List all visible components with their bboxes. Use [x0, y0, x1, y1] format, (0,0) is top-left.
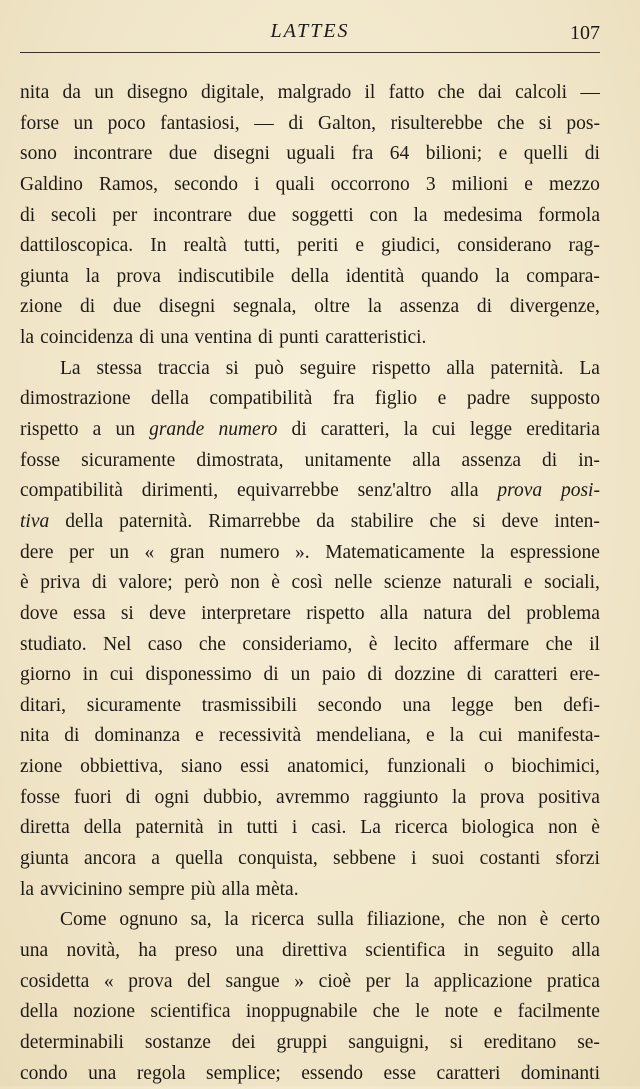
text-line: dere per un « gran numero ». Matematicamente la espressione [20, 538, 600, 569]
text-line: è priva di valore; però non è così nelle scienze naturali e sociali, [20, 568, 600, 599]
text-line: della nozione scientifica inoppugnabile che le note e facilmente [20, 997, 600, 1028]
text-line: nita di dominanza e recessività mendeliana, e la cui manifesta- [20, 721, 600, 752]
text-line: forse un poco fantasiosi, — di Galton, risulterebbe che si pos- [20, 109, 600, 140]
text-line: studiato. Nel caso che consideriamo, è lecito affermare che il [20, 630, 600, 661]
text-line: determinabili sostanze dei gruppi sanguigni, si ereditano se- [20, 1028, 600, 1059]
text-line: diretta della paternità in tutti i casi. La ricerca biologica non è [20, 813, 600, 844]
text-line: tiva della paternità. Rimarrebbe da stabilire che si deve inten- [20, 507, 600, 538]
text-line: giunta la prova indiscutibile della identità quando la compara- [20, 262, 600, 293]
text-line: giunta ancora a quella conquista, sebbene i suoi costanti sforzi [20, 844, 600, 875]
text-line: nita da un disegno digitale, malgrado il fatto che dai calcoli — [20, 78, 600, 109]
text-line: La stessa traccia si può seguire rispetto alla paternità. La [20, 354, 600, 385]
text-line: una novità, ha preso una direttiva scientifica in seguito alla [20, 936, 600, 967]
text-line: sono incontrare due disegni uguali fra 64 bilioni; e quelli di [20, 139, 600, 170]
running-header [20, 14, 600, 53]
page-number: 107 [570, 22, 600, 45]
text-line: dattiloscopica. In realtà tutti, periti e giudici, considerano rag- [20, 231, 600, 262]
text-line: Come ognuno sa, la ricerca sulla filiazione, che non è certo [20, 905, 600, 936]
text-line: zione di due disegni segnala, oltre la assenza di divergenze, [20, 292, 600, 323]
text-line: cosidetta « prova del sangue » cioè per la applicazione pratica [20, 967, 600, 998]
text-line: la avvicinino sempre più alla mèta. [20, 875, 600, 906]
text-line: fosse sicuramente dimostrata, unitamente alla assenza di in- [20, 446, 600, 477]
text-line: dimostrazione della compatibilità fra figlio e padre supposto [20, 384, 600, 415]
running-title: LATTES [20, 20, 600, 43]
text-line: dove essa si deve interpretare rispetto alla natura del problema [20, 599, 600, 630]
text-line: compatibilità dirimenti, equivarrebbe senz'altro alla prova posi- [20, 476, 600, 507]
text-line: di secoli per incontrare due soggetti con la medesima formola [20, 201, 600, 232]
text-line: fosse fuori di ogni dubbio, avremmo raggiunto la prova positiva [20, 783, 600, 814]
text-line: Galdino Ramos, secondo i quali occorrono 3 milioni e mezzo [20, 170, 600, 201]
body-text [20, 78, 600, 1089]
text-line: ditari, sicuramente trasmissibili secondo una legge ben defi- [20, 691, 600, 722]
text-line: la coincidenza di una ventina di punti caratteristici. [20, 323, 600, 354]
text-line: rispetto a un grande numero di caratteri, la cui legge ereditaria [20, 415, 600, 446]
text-line: giorno in cui disponessimo di un paio di dozzine di caratteri ere- [20, 660, 600, 691]
text-line: condo una regola semplice; essendo esse caratteri dominanti [20, 1059, 600, 1089]
text-line: zione obbiettiva, siano essi anatomici, funzionali o biochimici, [20, 752, 600, 783]
